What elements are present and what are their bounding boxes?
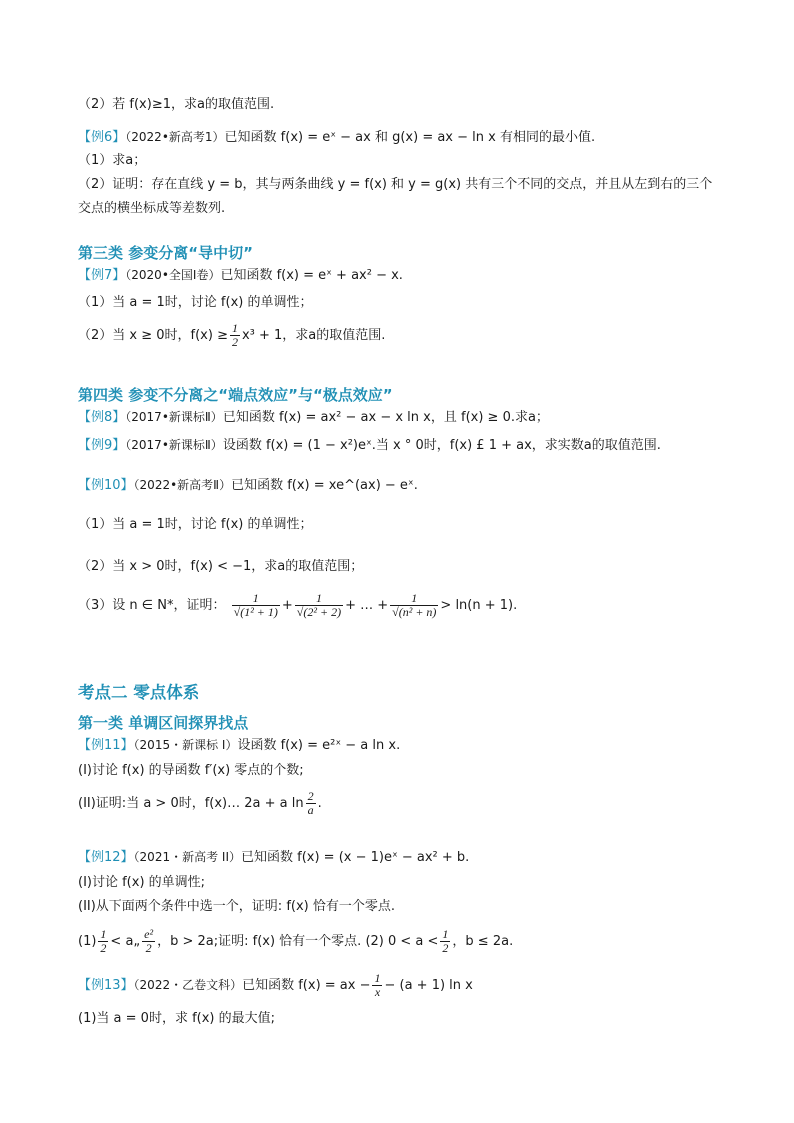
section-title-3: 第三类 参变分离“导中切” [78, 244, 253, 262]
section-title-4: 第四类 参变不分离之“端点效应”与“极点效应” [78, 386, 393, 404]
ex11-part2: (II)证明:当 a > 0时，f(x)… 2a + a ln $\frac{2}{a}$ . [78, 789, 322, 817]
fraction: $\frac{1}{2}$ [100, 927, 107, 955]
example-tag: 【例13】 [78, 978, 134, 993]
ex7-part1: （1）当 a = 1时，讨论 f(x) 的单调性； [78, 295, 313, 310]
fraction: $\frac{1}{\text{√(1² + 1)}}$ [233, 591, 278, 619]
example-source: （2020•全国Ⅰ卷） [125, 268, 221, 282]
ex7-part2: （2）当 x ≥ 0时，f(x) ≥ $\frac{1}{2}$ x³ + 1，求a的取值范围. [78, 321, 386, 349]
example-stem: 已知函数 f(x) = ax² − ax − x ln x，且 f(x) ≥ 0.求a； [222, 410, 549, 425]
example-tag: 【例7】 [78, 268, 126, 283]
example-10 [78, 476, 418, 495]
example-tag: 【例8】 [78, 410, 126, 425]
example-tag: 【例9】 [78, 438, 126, 453]
example-12 [78, 848, 469, 867]
ex12-part1: (I)讨论 f(x) 的单调性; [78, 875, 206, 890]
example-source: （2017•新课标Ⅱ） [125, 438, 223, 452]
fraction: $\frac{2}{a}$ [307, 789, 314, 817]
example-tag: 【例12】 [78, 850, 134, 865]
example-tag: 【例6】 [78, 130, 126, 145]
ex5-part2: （2）若 f(x)≥1，求a的取值范围. [78, 97, 275, 112]
example-11 [78, 736, 400, 755]
example-13: 【例13】（2022・乙卷文科）已知函数 f(x) = ax − $\frac{1}{x}$ − (a + 1) ln x [78, 971, 473, 999]
example-stem: 已知函数 f(x) = xe^(ax) − eˣ. [231, 478, 418, 493]
ex10-part2: （2）当 x > 0时，f(x) < −1，求a的取值范围； [78, 559, 364, 574]
ex10-part1: （1）当 a = 1时，讨论 f(x) 的单调性； [78, 517, 313, 532]
ex10-part3: （3）设 n ∈ N*，证明： $\frac{1}{\text{√(1² + 1)}}$ + $\frac{1}{\text{√(2² + 2)}}$ + … + $\frac{1}{\text{√(n² + n)}}$ > ln(n + 1). [78, 591, 518, 619]
ex6-part1: （1）求a； [78, 153, 147, 168]
fraction: $\frac{1}{\text{√(n² + n)}}$ [392, 591, 437, 619]
example-stem: 设函数 f(x) = (1 − x²)eˣ.当 x ° 0时，f(x) £ 1 + ax，求实数a的取值范围. [222, 438, 661, 453]
fraction: $\frac{1}{x}$ [374, 971, 381, 999]
example-source: （2022•新高考1） [125, 130, 225, 144]
section-title-1: 第一类 单调区间探界找点 [78, 714, 249, 732]
ex6-part2-line1: （2）证明：存在直线 y = b，其与两条曲线 y = f(x) 和 y = g(x) 共有三个不同的交点，并且从左到右的三个 [78, 177, 713, 192]
example-source: （2022•新高考Ⅱ） [133, 478, 232, 492]
example-source: （2021・新高考 II） [133, 850, 241, 864]
example-source: （2022・乙卷文科） [133, 978, 243, 992]
example-9 [78, 436, 661, 455]
ex12-conditions: (1) $\frac{1}{2}$ < a„ $\frac{\text{e²}}{2}$ ，b > 2a;证明: f(x) 恰有一个零点. (2) 0 < a < $\frac{1}{2}$ ，b ≤ 2a. [78, 927, 514, 955]
example-7 [78, 266, 403, 285]
example-stem: 已知函数 f(x) = (x − 1)eˣ − ax² + b. [240, 850, 470, 865]
ex6-part2-line2: 交点的横坐标成等差数列. [78, 201, 226, 216]
ex13-part1: (1)当 a = 0时，求 f(x) 的最大值; [78, 1011, 275, 1026]
example-tag: 【例11】 [78, 738, 134, 753]
fraction: $\frac{\text{e²}}{2}$ [144, 927, 154, 955]
example-stem: 已知函数 f(x) = eˣ − ax 和 g(x) = ax − ln x 有相同的最小值. [224, 130, 596, 145]
ex11-part1: (I)讨论 f(x) 的导函数 f′(x) 零点的个数; [78, 763, 304, 778]
fraction: $\frac{1}{\text{√(2² + 2)}}$ [296, 591, 342, 619]
fraction: $\frac{1}{2}$ [442, 927, 449, 955]
example-tag: 【例10】 [78, 478, 134, 493]
example-6 [78, 128, 595, 147]
example-8 [78, 408, 549, 427]
fraction: $\frac{1}{2}$ [231, 321, 238, 349]
example-source: （2017•新课标Ⅱ） [125, 410, 223, 424]
example-stem: 设函数 f(x) = e²ˣ − a ln x. [237, 738, 401, 753]
ex12-part2: (II)从下面两个条件中选一个，证明: f(x) 恰有一个零点. [78, 899, 396, 914]
example-source: （2015・新课标 I） [133, 738, 238, 752]
point-title-2: 考点二 零点体系 [78, 683, 200, 702]
example-stem: 已知函数 f(x) = eˣ + ax² − x. [220, 268, 403, 283]
